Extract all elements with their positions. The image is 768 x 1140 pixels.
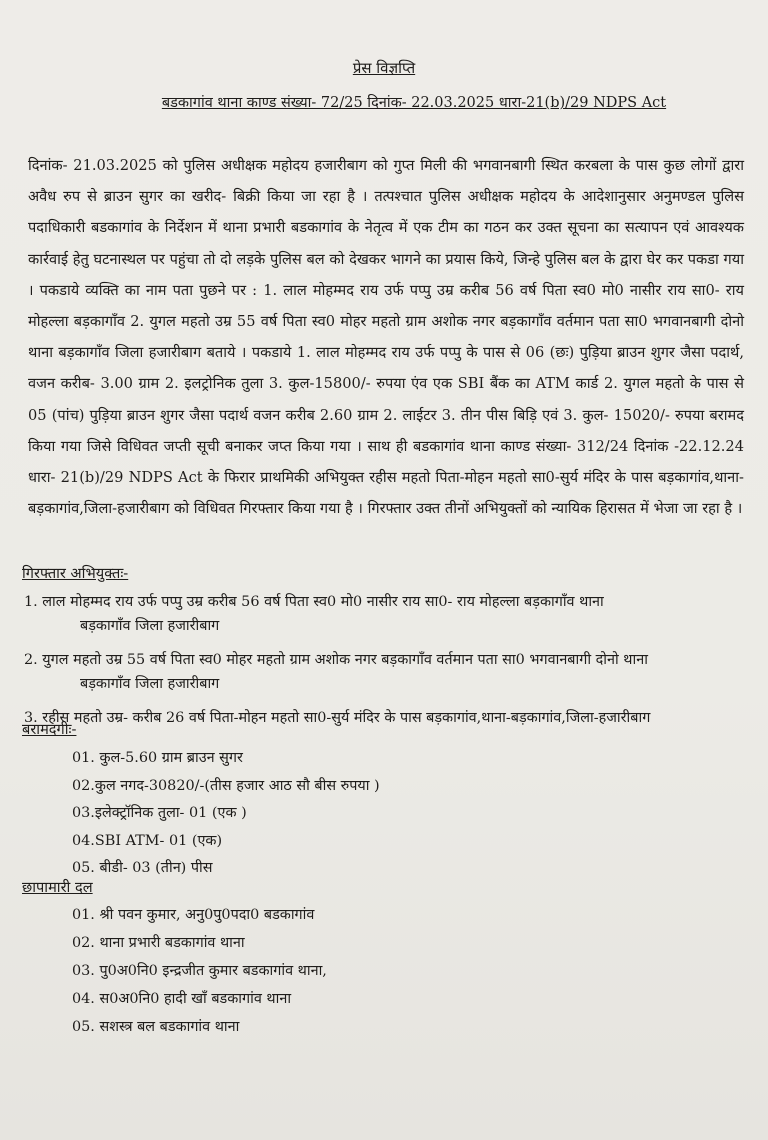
accused-line: 1. लाल मोहम्मद राय उर्फ पप्पु उम्र करीब 56 वर्ष पिता स्व0 मो0 नासीर राय सा0- राय मोहल्ला बड़कागाँव थाना [24, 594, 604, 610]
list-item: 02.कुल नगद-30820/-(तीस हजार आठ सौ बीस रुपया ) [72, 777, 380, 794]
accused-line: 3. रहीस महतो उम्र- करीब 26 वर्ष पिता-मोहन महतो सा0-सुर्य मंदिर के पास बड़कागांव,थाना-बड़कागांव,जिला-हजारीबाग [24, 710, 651, 726]
arrested-heading: गिरफ्तार अभियुक्तः- [22, 565, 129, 582]
page-title: प्रेस विज्ञप्ति [352, 59, 416, 77]
list-item: 03.इलेक्ट्रॉनिक तुला- 01 (एक ) [72, 805, 247, 822]
list-item: 01. कुल-5.60 ग्राम ब्राउन सुगर [72, 750, 243, 766]
list-item: 04. स0अ0नि0 हादी खाँ बडकागांव थाना [72, 991, 292, 1007]
list-item: 02. थाना प्रभारी बडकागांव थाना [72, 935, 245, 951]
accused-line-cont: बड़कागाँव जिला हजारीबाग [80, 618, 220, 634]
accused-line: 2. युगल महतो उम्र 55 वर्ष पिता स्व0 मोहर महतो ग्राम अशोक नगर बड़कागाँव वर्तमान पता सा0 भगवानबागी दोनो थाना [24, 652, 648, 668]
body-paragraph: दिनांक- 21.03.2025 को पुलिस अधीक्षक महोदय हजारीबाग को गुप्त मिली की भगवानबागी स्थित करबला के पास कुछ लोगों द्वारा अवैध रुप से ब्राउन सुगर का खरीद- बिक्री किया जा रहा है । तत्पश्चात पुलिस अधीक्षक महोदय के आदेशानुसार अनुमण्डल पुलिस पदाधिकारी बडकागांव के निर्देशन में थाना प्रभारी बडकागांव के नेतृत्व में एक टीम का गठन कर उक्त सूचना का सत्यापन एवं आवश्यक कार्रवाई हेतु घटनास्थल पर पहुंचा तो दो लड़के पुलिस बल को देखकर भागने का प्रयास किये, जिन्हे पुलिस बल के द्वारा घेर कर पकडा गया । पकडाये व्यक्ति का नाम पता पुछने पर : 1. लाल मोहम्मद राय उर्फ पप्पु उम्र करीब 56 वर्ष पिता स्व0 मो0 नासीर राय सा0- राय मोहल्ला बड़कागाँव 2. युगल महतो उम्र 55 वर्ष पिता स्व0 मोहर महतो ग्राम अशोक नगर बड़कागाँव वर्तमान पता सा0 भगवानबागी दोनो थाना बड़कागाँव जिला हजारीबाग बताये । पकडाये 1. लाल मोहम्मद राय उर्फ पप्पु के पास से 06 (छः) पुड़िया ब्राउन शुगर जैसा पदार्थ, वजन करीब- 3.00 ग्राम 2. इलट्रोनिक तुला 3. कुल-15800/- रुपया एंव एक SBI बैंक का ATM कार्ड 2. युगल महतो के पास से 05 (पांच) पुड़िया ब्राउन शुगर जैसा पदार्थ वजन करीब 2.60 ग्राम 2. लाईटर 3. तीन पीस बिड़ि एवं 3. कुल- 15020/- रुपया बरामद किया गया जिसे विधिवत जप्ती सूची बनाकर जप्त किया गया । साथ ही बडकागांव थाना काण्ड संख्या- 312/24 दिनांक -22.12.24 धारा- 21(b)/29 NDPS Act के फिरार प्राथमिकी अभियुक्त रहीस महतो पिता-मोहन महतो सा0-सुर्य मंदिर के पास बड़कागांव,थाना-बड़कागांव,जिला-हजारीबाग को विधिवत गिरफ्तार किया गया है । गिरफ्तार उक्त तीनों अभियुक्तों को न्यायिक हिरासत में भेजा जा रहा है । [28, 157, 744, 518]
list-item: 03. पु0अ0नि0 इन्द्रजीत कुमार बडकागांव थाना, [72, 963, 327, 979]
accused-line-cont: बड़कागाँव जिला हजारीबाग [80, 676, 220, 692]
recovered-list [72, 745, 380, 883]
recovered-heading: बरामदगीः- [22, 721, 77, 738]
list-item: 05. बीडी- 03 (तीन) पीस [72, 860, 213, 877]
list-item: 05. सशस्त्र बल बडकागांव थाना [72, 1019, 240, 1035]
list-item: 04.SBI ATM- 01 (एक) [72, 832, 223, 849]
list-item: 01. श्री पवन कुमार, अनु0पु0पदा0 बडकागांव [72, 907, 315, 923]
case-subtitle: बडकागांव थाना काण्ड संख्या- 72/25 दिनांक- 22.03.2025 धारा-21(b)/29 NDPS Act [161, 95, 667, 111]
raid-team-heading: छापामारी दल [22, 879, 93, 896]
list-item [24, 648, 744, 696]
list-item [24, 590, 744, 638]
raid-team-list [72, 901, 327, 1041]
arrested-list [24, 590, 744, 740]
list-item [24, 706, 744, 730]
